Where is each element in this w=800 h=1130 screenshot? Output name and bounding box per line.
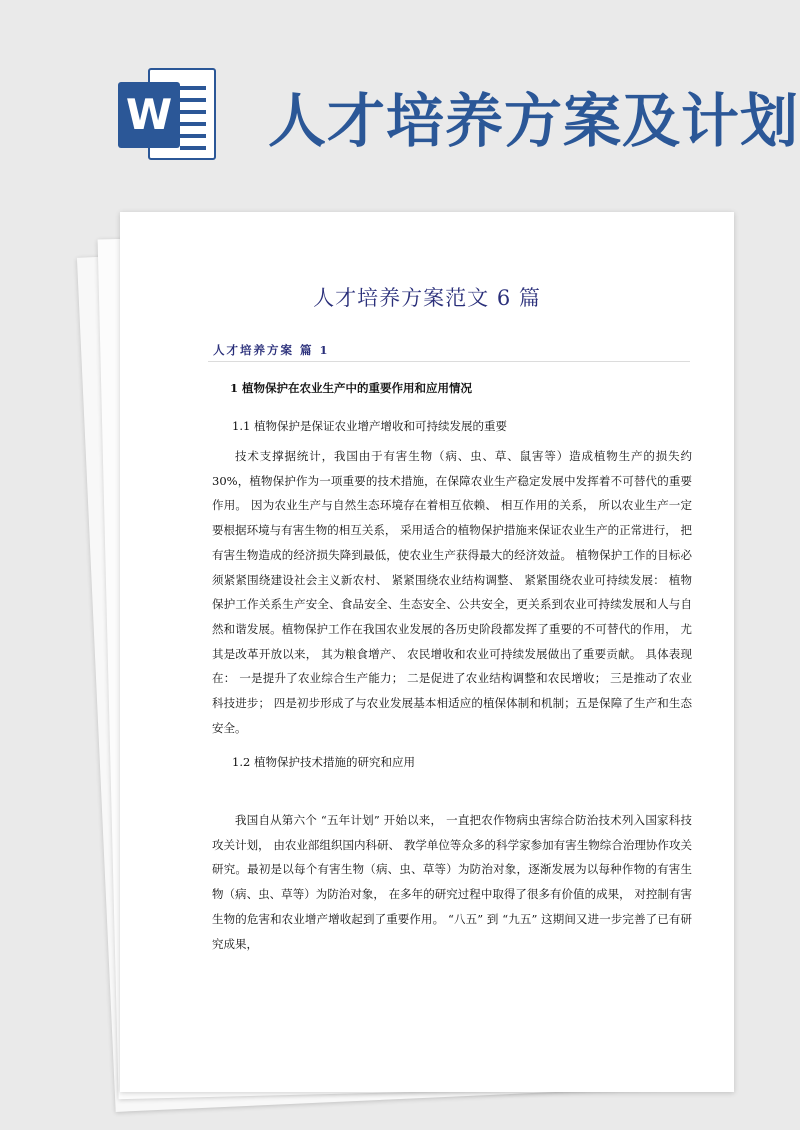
section-heading: 人才培养方案 篇 1 xyxy=(213,343,330,357)
body-paragraph: 技术支撑据统计，我国由于有害生物（病、虫、草、鼠害等）造成植物生产的损失约 30%，植物保护作为一项重要的技术措施，在保障农业生产稳定发展中发挥着不可替代的重要作用。 因为农业生产与自然生态环境存在着相互依赖、 相互作用的关系， 所以农业生产一定要根据环境与有害生物的相互关系， 采用适合的植物保护措施来保证农业生产的正常进行， 把有害生物造成的经济损失降到最低，使农业生产获得最大的经济效益。 植物保护工作的目标必须紧紧围绕建设社会主义新农村、 紧紧围绕农业结构调整、 紧紧围绕农业可持续发展： 植物保护工作关系生产安全、食品安全、生态安全、公共安全，更关系到农业可持续发展和人与自然和谐发展。植物保护工作在我国农业发展的各历史阶段都发挥了重要的不可替代的作用， 尤其是改革开放以来， 其为粮食增产、 农民增收和农业可持续发展做出了重要贡献。 具体表现在： 一是提升了农业综合生产能力； 二是促进了农业结构调整和农民增收； 三是推动了农业科技进步； 四是初步形成了与农业发展基本相适应的植保体制和机制；五是保障了生产和生态安全。 xyxy=(212,449,692,735)
section-divider xyxy=(208,361,690,362)
banner xyxy=(0,0,800,190)
word-icon-letter: W xyxy=(118,82,180,148)
document-page xyxy=(120,212,734,1092)
banner-title: 人才培养方案及计划 xyxy=(268,87,800,155)
body-paragraph: 我国自从第六个 “五年计划” 开始以来， 一直把农作物病虫害综合防治技术列入国家科技攻关计划， 由农业部组织国内科研、 教学单位等众多的科学家参加有害生物综合治理协作攻关研究。最初是以每个有害生物（病、虫、草等）为防治对象，逐渐发展为以每种作物的有害生物（病、虫、草等）为防治对象， 在多年的研究过程中取得了很多有价值的成果， 对控制有害生物的危害和农业增产增收起到了重要作用。 “八五” 到 “九五” 这期间又进一步完善了已有研究成果， xyxy=(212,813,692,951)
document-title: 人才培养方案范文 6 篇 xyxy=(313,286,541,310)
word-document-icon xyxy=(118,68,218,160)
heading-1-2: 1.2 植物保护技术措施的研究和应用 xyxy=(232,755,415,769)
heading-1: 1 植物保护在农业生产中的重要作用和应用情况 xyxy=(230,381,473,395)
heading-1-1: 1.1 植物保护是保证农业增产增收和可持续发展的重要 xyxy=(232,419,507,433)
